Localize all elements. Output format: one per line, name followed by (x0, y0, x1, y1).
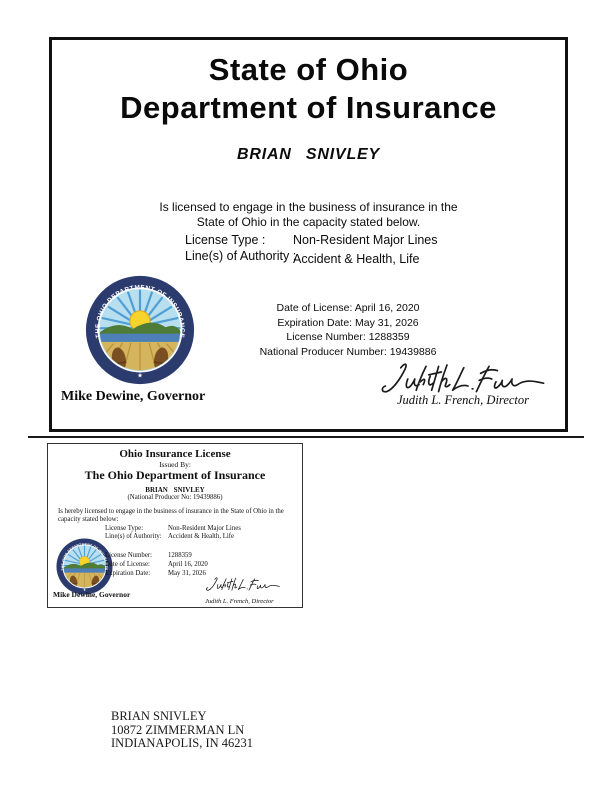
date-of-license: Date of License: April 16, 2020 (276, 302, 420, 314)
ohio-insurance-seal (85, 275, 195, 385)
license-statement-line2: State of Ohio in the capacity stated below. (196, 215, 421, 229)
license-details (198, 301, 498, 359)
card-license-number-label: License Number: (105, 552, 152, 559)
card-director-signature (193, 575, 291, 594)
national-producer-number: National Producer Number: 19439886 (259, 345, 437, 358)
card-date-of-license-label: Date of License: (105, 561, 150, 568)
director-name: Judith L. French, Director (396, 393, 530, 407)
certificate-title-line1: State of Ohio (208, 52, 409, 87)
card-producer-number: (National Producer No: 19439886) (127, 494, 223, 501)
card-director-name: Judith L. French, Director (205, 598, 274, 605)
expiration-date: Expiration Date: May 31, 2026 (277, 316, 419, 329)
card-authority-value: Accident & Health, Life (168, 533, 235, 540)
card-license-statement: Is hereby licensed to engage in the business of insurance in the State of Ohio in the capacity stated below: (58, 508, 284, 523)
license-number: License Number: 1288359 (286, 331, 410, 343)
license-certificate (49, 37, 568, 432)
card-issued-by: Issued By: (159, 460, 191, 469)
certificate-title-line2: Department of Insurance (120, 90, 497, 125)
authority-label: Line(s) of Authority : (185, 249, 297, 263)
card-title: Ohio Insurance License (119, 448, 231, 460)
card-department: The Ohio Department of Insurance (84, 468, 266, 482)
address-name: BRIAN SNIVLEY (111, 709, 207, 723)
licensee-name: BRIAN SNIVLEY (237, 146, 380, 163)
card-licensee-name: BRIAN SNIVLEY (145, 486, 205, 494)
card-expiration-date-value: May 31, 2026 (168, 570, 206, 577)
wallet-license-card (47, 443, 303, 608)
authority-value: Accident & Health, Life (293, 252, 420, 266)
license-statement-line1: Is licensed to engage in the business of insurance in the (159, 200, 458, 214)
cut-line-divider (28, 436, 584, 438)
mailing-address (111, 710, 253, 751)
card-date-of-license-value: April 16, 2020 (168, 561, 208, 568)
license-statement (52, 200, 565, 230)
card-governor-name: Mike Dewine, Governor (53, 590, 131, 599)
address-street: 10872 ZIMMERMAN LN (111, 722, 245, 737)
card-license-type-value: Non-Resident Major Lines (168, 525, 241, 532)
license-type-value: Non-Resident Major Lines (293, 233, 438, 247)
address-city-state-zip: INDIANAPOLIS, IN 46231 (111, 736, 254, 750)
license-type-label: License Type : (185, 233, 266, 247)
card-expiration-date-label: Expiration Date: (105, 570, 151, 577)
card-license-number-value: 1288359 (168, 552, 192, 559)
governor-name: Mike Dewine, Governor (61, 389, 206, 404)
card-license-type-label: License Type: (105, 525, 144, 532)
card-authority-label: Line(s) of Authority: (105, 533, 162, 540)
